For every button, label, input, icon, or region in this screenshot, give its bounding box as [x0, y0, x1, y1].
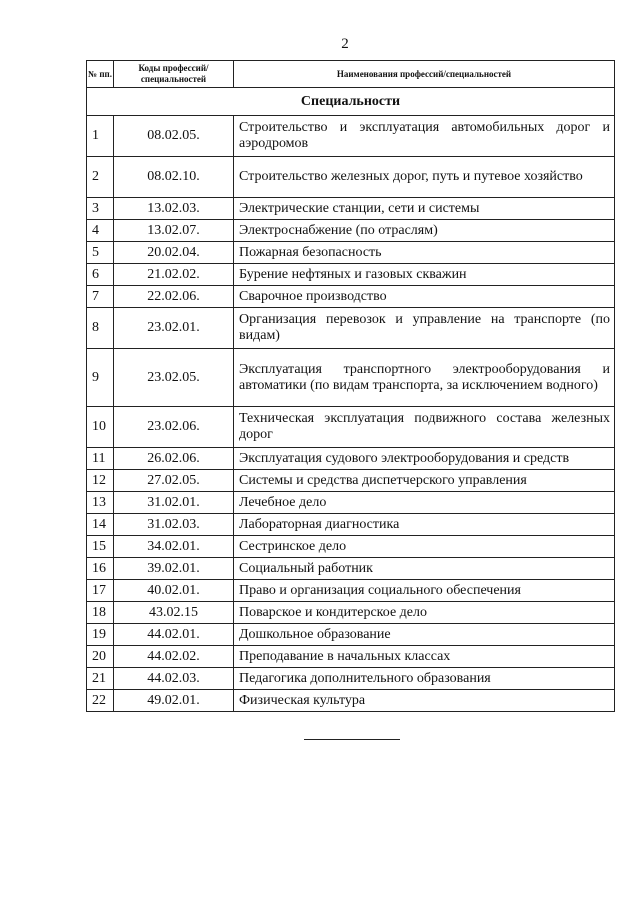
row-number: 12	[87, 470, 114, 492]
row-name: Электроснабжение (по отраслям)	[234, 220, 615, 242]
row-name: Системы и средства диспетчерского управления	[234, 470, 615, 492]
row-number: 15	[87, 536, 114, 558]
row-code: 44.02.01.	[114, 624, 234, 646]
row-name: Организация перевозок и управление на транспорте (по видам)	[234, 308, 615, 349]
row-name: Сварочное производство	[234, 286, 615, 308]
section-title: Специальности	[87, 88, 615, 116]
row-number: 18	[87, 602, 114, 624]
row-code: 13.02.03.	[114, 198, 234, 220]
section-row	[87, 88, 615, 116]
row-code: 39.02.01.	[114, 558, 234, 580]
row-number: 22	[87, 690, 114, 712]
row-number: 5	[87, 242, 114, 264]
table-row	[87, 536, 615, 558]
row-code: 23.02.06.	[114, 407, 234, 448]
row-code: 23.02.01.	[114, 308, 234, 349]
row-number: 21	[87, 668, 114, 690]
table-row	[87, 470, 615, 492]
row-number: 1	[87, 116, 114, 157]
row-number: 17	[87, 580, 114, 602]
row-name: Эксплуатация транспортного электрооборудования и автоматики (по видам транспорта, за исключением водного)	[234, 349, 615, 407]
row-code: 27.02.05.	[114, 470, 234, 492]
table-row	[87, 264, 615, 286]
row-name: Право и организация социального обеспечения	[234, 580, 615, 602]
row-name: Физическая культура	[234, 690, 615, 712]
table-row	[87, 407, 615, 448]
row-number: 19	[87, 624, 114, 646]
row-name: Пожарная безопасность	[234, 242, 615, 264]
specialties-table	[86, 60, 615, 712]
row-name: Лабораторная диагностика	[234, 514, 615, 536]
table-row	[87, 286, 615, 308]
table-row	[87, 308, 615, 349]
row-name: Сестринское дело	[234, 536, 615, 558]
row-code: 23.02.05.	[114, 349, 234, 407]
row-name: Строительство железных дорог, путь и путевое хозяйство	[234, 157, 615, 198]
row-name: Поварское и кондитерское дело	[234, 602, 615, 624]
row-name: Социальный работник	[234, 558, 615, 580]
row-name: Эксплуатация судового электрооборудования и средств	[234, 448, 615, 470]
row-code: 43.02.15	[114, 602, 234, 624]
header-code: Коды профессий/ специальностей	[114, 61, 234, 88]
row-number: 8	[87, 308, 114, 349]
row-code: 49.02.01.	[114, 690, 234, 712]
table-row	[87, 668, 615, 690]
row-number: 3	[87, 198, 114, 220]
table-row	[87, 580, 615, 602]
table-row	[87, 690, 615, 712]
table-row	[87, 157, 615, 198]
page-number: 2	[341, 36, 349, 52]
row-name: Бурение нефтяных и газовых скважин	[234, 264, 615, 286]
row-number: 4	[87, 220, 114, 242]
table-row	[87, 492, 615, 514]
table-row	[87, 116, 615, 157]
row-number: 20	[87, 646, 114, 668]
row-code: 08.02.10.	[114, 157, 234, 198]
table-row	[87, 220, 615, 242]
row-name: Строительство и эксплуатация автомобильных дорог и аэродромов	[234, 116, 615, 157]
table-row	[87, 349, 615, 407]
table-row	[87, 558, 615, 580]
row-number: 11	[87, 448, 114, 470]
row-name: Преподавание в начальных классах	[234, 646, 615, 668]
row-code: 40.02.01.	[114, 580, 234, 602]
table-row	[87, 448, 615, 470]
row-code: 08.02.05.	[114, 116, 234, 157]
closing-rule	[304, 739, 400, 740]
row-number: 6	[87, 264, 114, 286]
row-name: Лечебное дело	[234, 492, 615, 514]
row-code: 13.02.07.	[114, 220, 234, 242]
row-number: 13	[87, 492, 114, 514]
row-number: 10	[87, 407, 114, 448]
row-number: 16	[87, 558, 114, 580]
table-row	[87, 602, 615, 624]
table-row	[87, 242, 615, 264]
table-header	[87, 61, 615, 88]
row-code: 21.02.02.	[114, 264, 234, 286]
table-row	[87, 198, 615, 220]
row-code: 34.02.01.	[114, 536, 234, 558]
row-code: 44.02.03.	[114, 668, 234, 690]
row-code: 22.02.06.	[114, 286, 234, 308]
row-name: Педагогика дополнительного образования	[234, 668, 615, 690]
header-name: Наименования профессий/специальностей	[234, 61, 615, 88]
row-code: 26.02.06.	[114, 448, 234, 470]
row-number: 7	[87, 286, 114, 308]
row-number: 14	[87, 514, 114, 536]
row-code: 44.02.02.	[114, 646, 234, 668]
row-number: 9	[87, 349, 114, 407]
row-code: 20.02.04.	[114, 242, 234, 264]
row-name: Дошкольное образование	[234, 624, 615, 646]
row-number: 2	[87, 157, 114, 198]
header-num: № пп.	[87, 61, 114, 88]
table-row	[87, 624, 615, 646]
table-row	[87, 514, 615, 536]
table-row	[87, 646, 615, 668]
row-name: Техническая эксплуатация подвижного состава железных дорог	[234, 407, 615, 448]
row-code: 31.02.03.	[114, 514, 234, 536]
table-body	[87, 88, 615, 712]
row-code: 31.02.01.	[114, 492, 234, 514]
row-name: Электрические станции, сети и системы	[234, 198, 615, 220]
